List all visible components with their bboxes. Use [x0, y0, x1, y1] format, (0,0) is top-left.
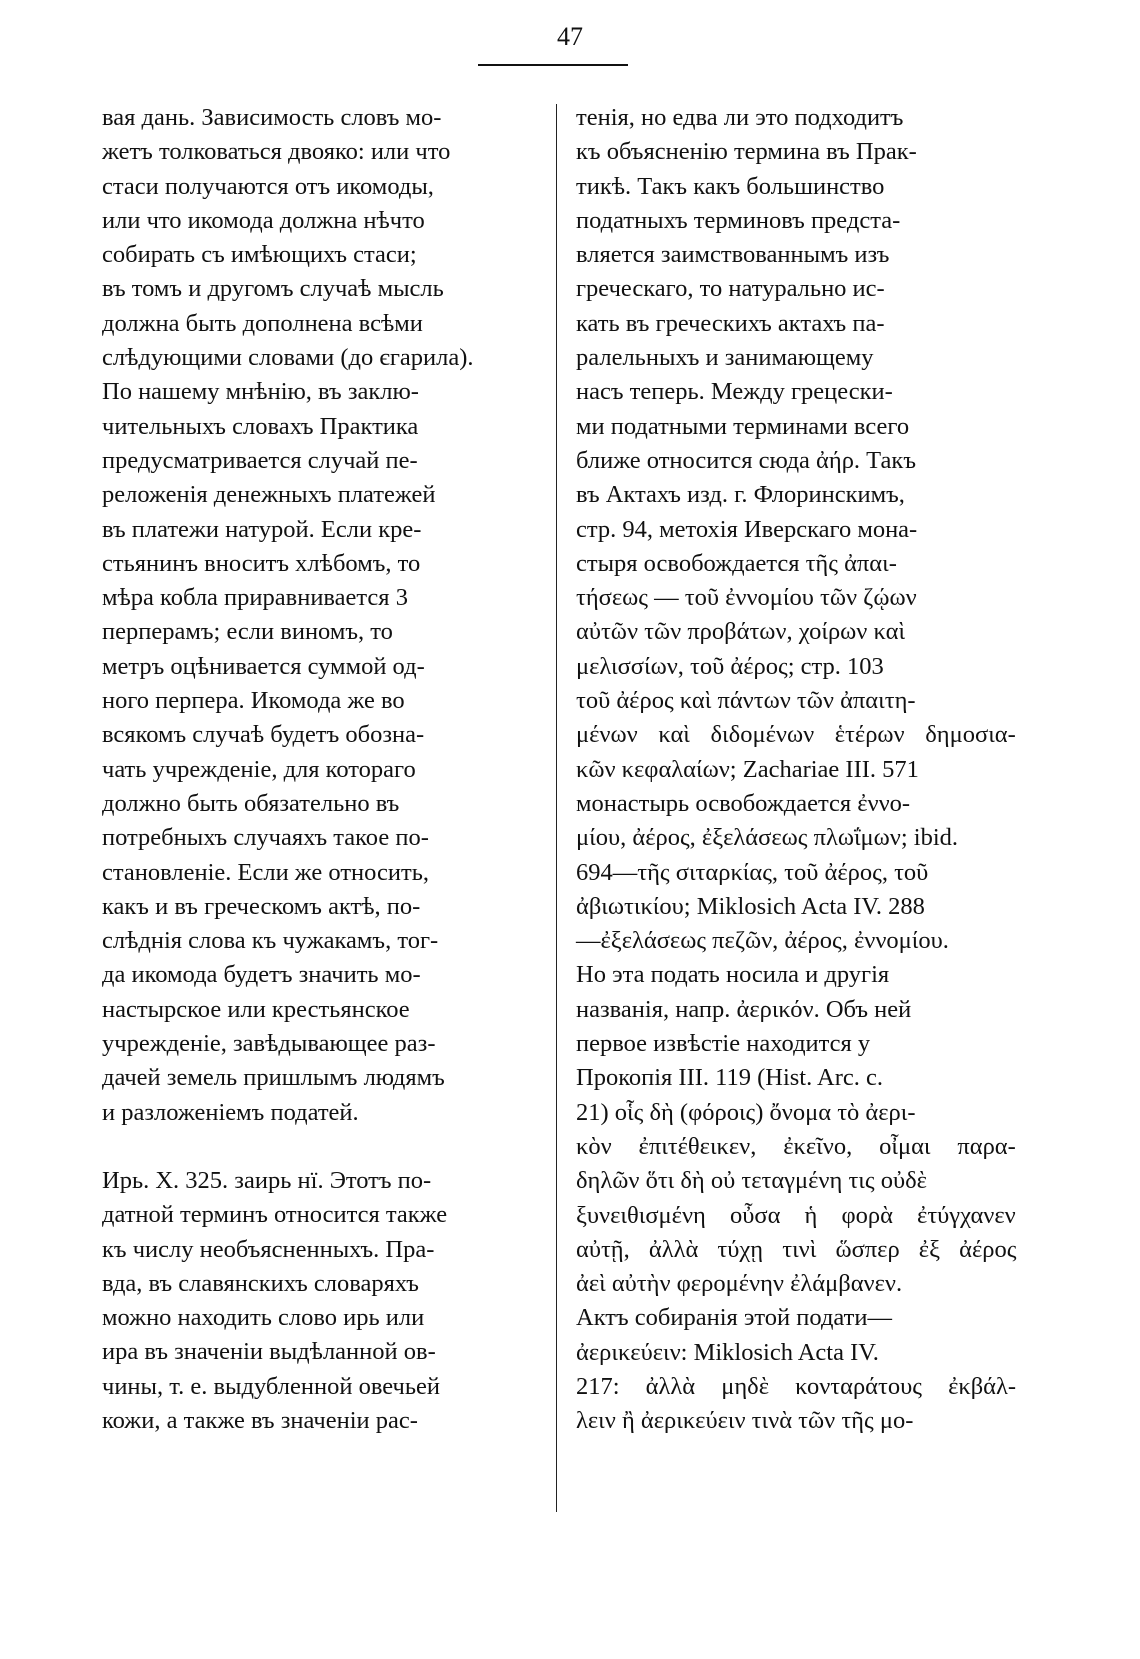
- left-column-text-line: настырское или крестьянское: [102, 995, 410, 1023]
- right-column-text-line: μένων καὶ διδομένων ἑτέρων δημοσια-: [576, 721, 1016, 749]
- right-column: [576, 101, 1016, 1439]
- right-column-text-line: Актъ собиранія этой подати—: [576, 1304, 892, 1332]
- left-column-text-line: да икомода будетъ значить мо-: [102, 961, 421, 989]
- left-column-text-line: стьянинъ вноситъ хлѣбомъ, то: [102, 549, 421, 577]
- right-column-text-line: ἀερικεύειν: Miklosich Acta IV.: [576, 1338, 879, 1366]
- left-column-paragraph-gap: [102, 1130, 544, 1164]
- left-column-text-line: перперамъ; если виномъ, то: [102, 618, 393, 646]
- right-column-text-line: ралельныхъ и занимающему: [576, 344, 874, 372]
- left-column-text-line: Ирь. X. 325. заирь нї. Этотъ по-: [102, 1166, 432, 1194]
- right-column-text-line: 694—τῆς σιταρκίας, τοῦ ἀέρος, τοῦ: [576, 858, 929, 886]
- left-column-text-line: и разложеніемъ податей.: [102, 1098, 359, 1126]
- right-column-text-line: податныхъ терминовъ предста-: [576, 206, 901, 234]
- left-column-text-line: чительныхъ словахъ Практика: [102, 412, 419, 440]
- left-column-text-line: должна быть дополнена всѣми: [102, 309, 423, 337]
- right-column-text-line: αὐτῶν τῶν προβάτων, χοίρων καὶ: [576, 618, 906, 646]
- right-column-text-line: δηλῶν ὅτι δὴ οὐ τεταγμένη τις οὐδὲ: [576, 1167, 927, 1195]
- left-column-text-line: По нашему мнѣнію, въ заклю-: [102, 378, 419, 406]
- right-column-text-line: —ἐξελάσεως πεζῶν, ἀέρος, ἐννομίου.: [576, 927, 949, 955]
- page-number: 47: [557, 22, 583, 51]
- left-column-text-line: должно быть обязательно въ: [102, 789, 400, 817]
- left-column-text-line: жетъ толковаться двояко: или что: [102, 138, 451, 166]
- left-column-text-line: чать учрежденіе, для котораго: [102, 755, 416, 783]
- right-column-text-line: ξυνειθισμένη οὖσα ἡ φορὰ ἐτύγχανεν: [576, 1201, 1016, 1229]
- left-column-text-line: реложенія денежныхъ платежей: [102, 481, 436, 509]
- page-number-underline: [478, 64, 628, 66]
- right-column-text-line: κὸν ἐπιτέθεικεν, ἐκεῖνο, οἶμαι παρα-: [576, 1132, 1016, 1160]
- left-column-text-line: въ томъ и другомъ случаѣ мысль: [102, 275, 444, 303]
- right-column-text-line: монастырь освобождается ἐννο-: [576, 789, 911, 817]
- left-column-text-line: дачей земель пришлымъ людямъ: [102, 1064, 445, 1092]
- right-column-text-line: αὐτῇ, ἀλλὰ τύχῃ τινὶ ὥσπερ ἐξ ἀέρος: [576, 1235, 1017, 1263]
- right-column-text-line: названія, напр. ἀερικόν. Объ ней: [576, 995, 912, 1023]
- left-column-text-line: ного перпера. Икомода же во: [102, 687, 405, 715]
- left-column: [102, 101, 544, 1438]
- left-column-text-line: стаси получаются отъ икомоды,: [102, 172, 434, 200]
- right-column-text-line: μελισσίων, τοῦ ἀέρος; стр. 103: [576, 652, 884, 680]
- left-column-text-line: въ платежи натурой. Если кре-: [102, 515, 422, 543]
- left-column-text-line: или что икомода должна нѣчто: [102, 206, 425, 234]
- left-column-text-line: къ числу необъясненныхъ. Пра-: [102, 1235, 435, 1263]
- right-column-text-line: 217: ἀλλὰ μηδὲ κονταράτους ἐκβάλ-: [576, 1372, 1017, 1400]
- right-column-text-line: ближе относится сюда ἀήρ. Такъ: [576, 446, 916, 474]
- left-column-text-line: чины, т. е. выдубленной овечьей: [102, 1372, 440, 1400]
- right-column-text-line: кать въ греческихъ актахъ па-: [576, 309, 885, 337]
- right-column-text-line: μίου, ἀέρος, ἐξελάσεως πλωΐμων; ibid.: [576, 824, 959, 852]
- right-column-text-line: стыря освобождается τῆς ἀπαι-: [576, 549, 897, 577]
- left-column-text-line: датной терминъ относится также: [102, 1201, 448, 1229]
- left-column-text-line: собирать съ имѣющихъ стаси;: [102, 241, 417, 269]
- left-column-text-line: слѣднія слова къ чужакамъ, тог-: [102, 927, 439, 955]
- left-column-text-line: предусматривается случай пе-: [102, 446, 418, 474]
- right-column-text-line: λειν ἢ ἀερικεύειν τινὰ τῶν τῆς μο-: [576, 1407, 914, 1435]
- left-column-text-line: вда, въ славянскихъ словаряхъ: [102, 1269, 419, 1297]
- right-column-text-line: первое извѣстіе находится у: [576, 1030, 871, 1058]
- right-column-text-line: ми податными терминами всего: [576, 412, 910, 440]
- left-column-text-line: метръ оцѣнивается суммой од-: [102, 652, 425, 680]
- left-column-text-line: какъ и въ греческомъ актѣ, по-: [102, 892, 421, 920]
- left-column-text-line: слѣдующими словами (до єгарила).: [102, 344, 474, 372]
- left-column-text-line: потребныхъ случаяхъ такое по-: [102, 824, 429, 852]
- right-column-text-line: насъ теперь. Между грецески-: [576, 378, 893, 406]
- left-column-text-line: всякомъ случаѣ будетъ обозна-: [102, 721, 425, 749]
- right-column-text-line: къ объясненію термина въ Прак-: [576, 138, 917, 166]
- left-column-text-line: вая дань. Зависимость словъ мо-: [102, 104, 442, 131]
- right-column-text-line: Прокопія III. 119 (Hist. Arc. c.: [576, 1064, 883, 1092]
- right-column-text-line: κῶν κεφαλαίων; Zachariae III. 571: [576, 755, 919, 783]
- right-column-text-line: ἀβιωτικίου; Miklosich Acta IV. 288: [576, 892, 925, 920]
- right-column-text-line: τοῦ ἀέρος καὶ πάντων τῶν ἀπαιτη-: [576, 687, 916, 715]
- right-column-text-line: въ Актахъ изд. г. Флоринскимъ,: [576, 481, 905, 509]
- right-column-text-line: τήσεως — τοῦ ἐννομίου τῶν ζῴων: [576, 584, 917, 612]
- right-column-text-line: вляется заимствованнымъ изъ: [576, 241, 890, 269]
- left-column-text-line: кожи, а также въ значеніи рас-: [102, 1406, 418, 1434]
- left-column-text-line: учрежденіе, завѣдывающее раз-: [102, 1030, 436, 1058]
- right-column-text-line: 21) οἷς δὴ (φόροις) ὄνομα τὸ ἀερι-: [576, 1098, 916, 1126]
- right-column-text-line: тикѣ. Такъ какъ большинство: [576, 172, 885, 200]
- left-column-text-line: ира въ значеніи выдѣланной ов-: [102, 1338, 436, 1366]
- right-column-text-line: ἀεὶ αὐτὴν φερομένην ἐλάμβανεν.: [576, 1270, 903, 1298]
- left-column-text-line: можно находить слово ирь или: [102, 1304, 425, 1332]
- column-divider: [556, 104, 557, 1512]
- right-column-text-line: тенія, но едва ли это подходитъ: [576, 104, 904, 131]
- right-column-text-line: стр. 94, метохія Иверскаго мона-: [576, 515, 918, 543]
- right-column-text-line: греческаго, то натурально ис-: [576, 275, 885, 303]
- left-column-text-line: становленіе. Если же относить,: [102, 858, 430, 886]
- left-column-text-line: мѣра кобла приравнивается 3: [102, 584, 408, 612]
- right-column-text-line: Но эта подать носила и другія: [576, 961, 890, 989]
